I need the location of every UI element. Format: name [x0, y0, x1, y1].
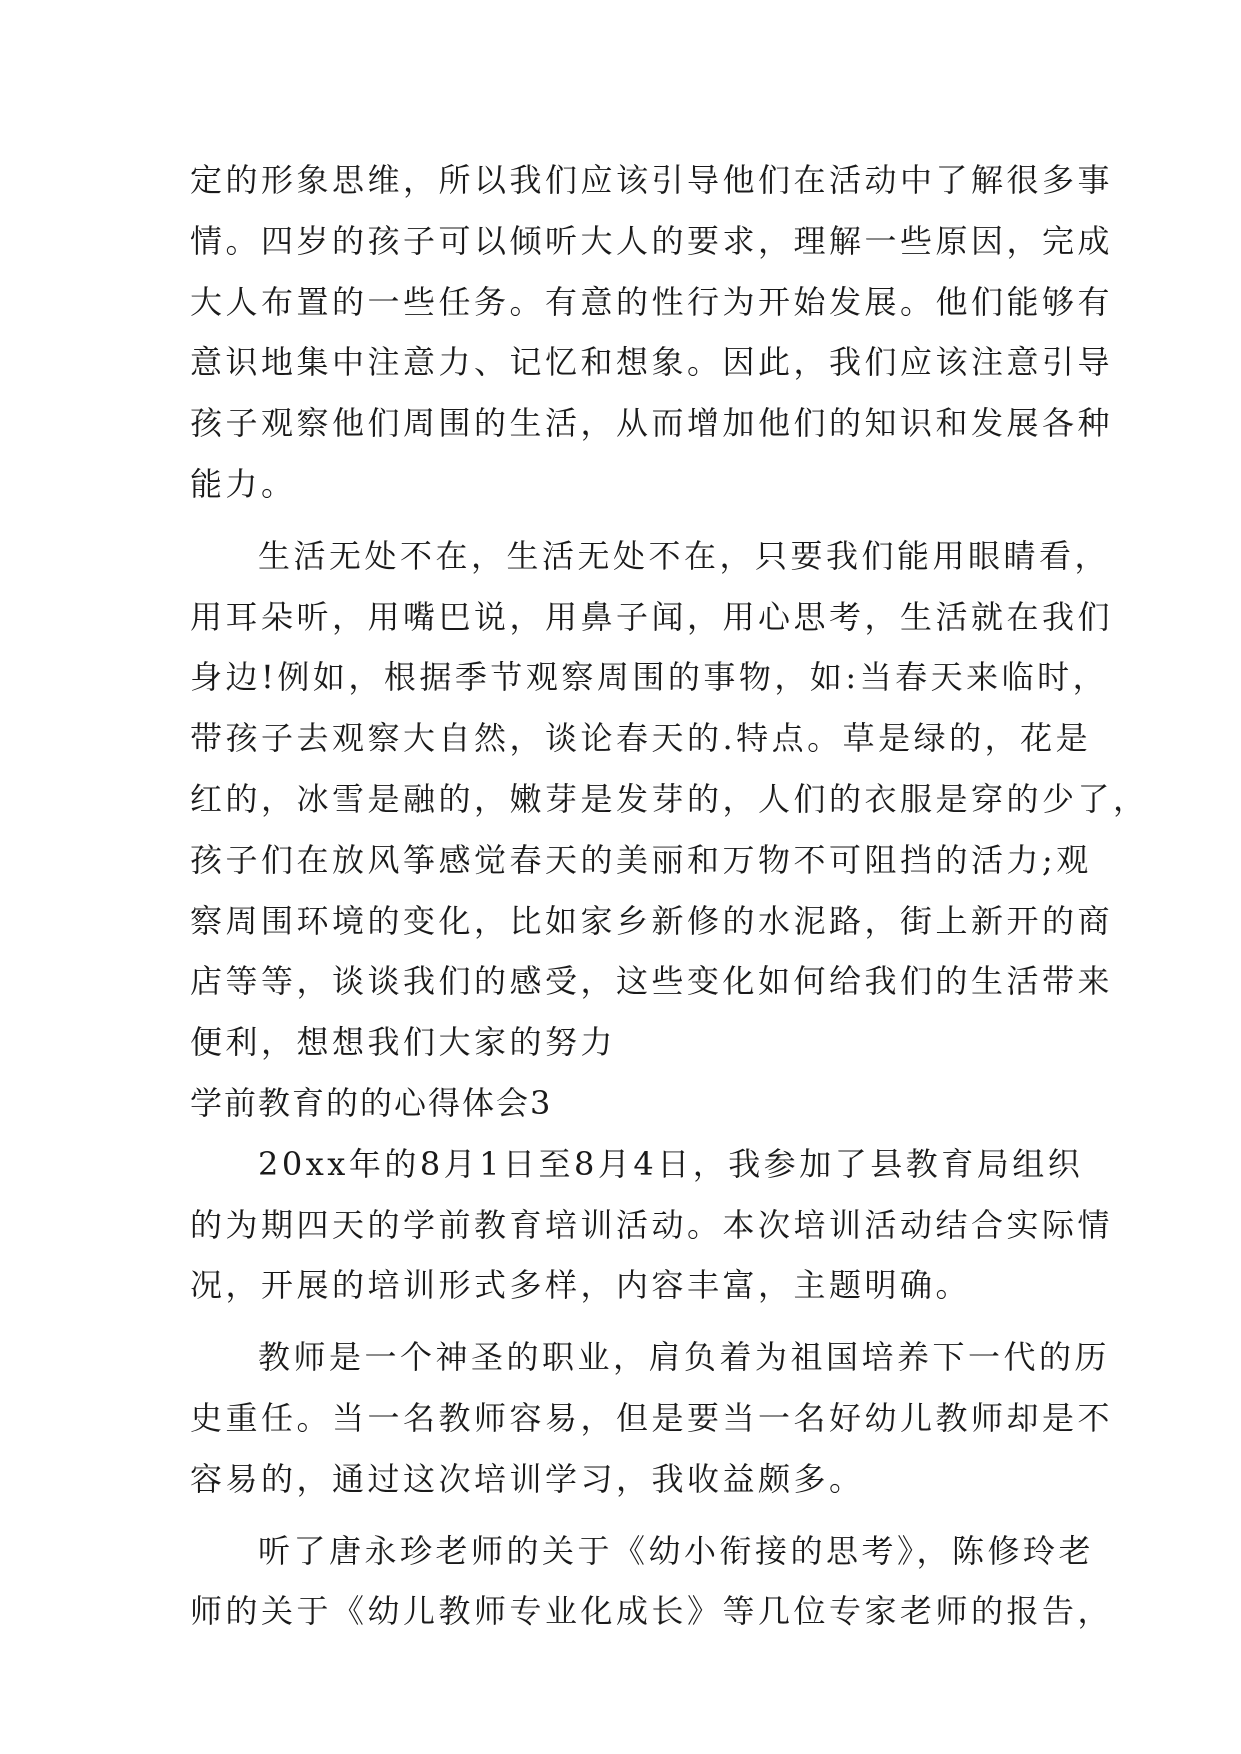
text-line: 生活无处不在，生活无处不在，只要我们能用眼睛看，	[258, 536, 1111, 575]
text-line: 孩子们在放风筝感觉春天的美丽和万物不可阻挡的活力;观	[190, 840, 1092, 879]
text-line: 孩子观察他们周围的生活，从而增加他们的知识和发展各种	[190, 404, 1114, 443]
text-line: 带孩子去观察大自然，谈论春天的.特点。草是绿的，花是	[190, 719, 1092, 758]
text-line: 店等等，谈谈我们的感受，这些变化如何给我们的生活带来	[190, 962, 1114, 1001]
text-line: 20xx年的8月1日至8月4日，我参加了县教育局组织	[258, 1144, 1084, 1183]
document-body	[190, 150, 1149, 1642]
paragraph	[190, 1521, 1114, 1643]
paragraph	[190, 1134, 1114, 1316]
paragraph	[190, 526, 1149, 1073]
text-line: 听了唐永珍老师的关于《幼小衔接的思考》，陈修玲老	[258, 1531, 1095, 1570]
text-line: 意识地集中注意力、记忆和想象。因此，我们应该注意引导	[190, 343, 1114, 382]
text-line: 便利，想想我们大家的努力	[190, 1023, 617, 1062]
text-line: 大人布置的一些任务。有意的性行为开始发展。他们能够有	[190, 282, 1114, 321]
text-line: 的为期四天的学前教育培训活动。本次培训活动结合实际情	[190, 1205, 1114, 1244]
text-line: 用耳朵听，用嘴巴说，用鼻子闻，用心思考，生活就在我们	[190, 597, 1114, 636]
text-line: 况，开展的培训形式多样，内容丰富，主题明确。	[190, 1266, 972, 1305]
text-line: 定的形象思维，所以我们应该引导他们在活动中了解很多事	[190, 161, 1114, 199]
section-heading: 学前教育的的心得体会3	[190, 1083, 553, 1122]
text-line: 察周围环境的变化，比如家乡新修的水泥路，街上新开的商	[190, 901, 1114, 940]
text-line: 红的，冰雪是融的，嫩芽是发芽的，人们的衣服是穿的少了，	[190, 779, 1149, 818]
text-line: 情。四岁的孩子可以倾听大人的要求，理解一些原因，完成	[190, 221, 1114, 260]
paragraph	[190, 1327, 1114, 1509]
text-line: 教师是一个神圣的职业，肩负着为祖国培养下一代的历	[258, 1338, 1111, 1377]
text-line: 能力。	[190, 464, 297, 503]
text-line: 容易的，通过这次培训学习，我收益颇多。	[190, 1459, 865, 1498]
text-line: 师的关于《幼儿教师专业化成长》等几位专家老师的报告，	[190, 1592, 1114, 1631]
paragraph	[190, 150, 1114, 515]
text-line: 史重任。当一名教师容易，但是要当一名好幼儿教师却是不	[190, 1398, 1114, 1437]
text-line: 身边!例如，根据季节观察周围的事物，如:当春天来临时，	[190, 658, 1109, 697]
